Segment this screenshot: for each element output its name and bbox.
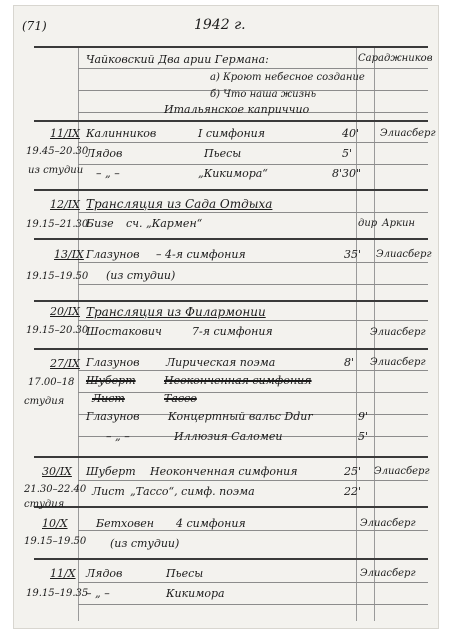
entry-composer: Шуберт <box>86 465 136 478</box>
entry-time: 21.30–22.40 <box>24 484 87 495</box>
entry-work: „Тассо“, симф. поэма <box>130 485 255 498</box>
entry-conductor: Элиасберг <box>374 466 430 477</box>
entry-date: 20/IX <box>50 305 80 318</box>
entry-composer: Бизе <box>86 217 114 230</box>
entry-duration: 35' <box>344 248 362 261</box>
section-rule <box>34 558 428 560</box>
struck-work: Неоконченная симфония <box>164 374 312 387</box>
entry-heading: Трансляция из Сада Отдыха <box>86 197 273 211</box>
entry-date: 27/IX <box>50 357 80 370</box>
intro-line: б) Что наша жизнь <box>210 89 317 100</box>
entry-composer: Глазунов <box>86 356 140 369</box>
entry-duration: 40' <box>342 127 360 140</box>
entry-duration: 22' <box>344 485 362 498</box>
entry-duration: 9' <box>358 410 369 423</box>
entry-time: 19.15–20.30 <box>26 325 89 336</box>
entry-date: 12/IX <box>50 198 80 211</box>
entry-conductor: Элиасберг <box>380 128 436 139</box>
entry-work: I симфония <box>198 127 266 140</box>
entry-conductor: Элиасберг <box>360 568 416 579</box>
entry-conductor: Элиасберг <box>376 249 432 260</box>
entry-work: Пьесы <box>166 567 204 580</box>
struck-composer: Лист <box>92 392 125 405</box>
entry-work: Неоконченная симфония <box>150 465 298 478</box>
entry-work: Концертный вальс Ddur <box>168 410 313 423</box>
entry-work: 4 симфония <box>176 517 246 530</box>
ledger-page <box>14 6 438 628</box>
header-rule <box>34 46 428 48</box>
entry-work: Кикимора <box>166 587 225 600</box>
entry-note: (из студии) <box>110 537 180 550</box>
entry-time: 19.15–19.35 <box>26 588 89 599</box>
section-rule <box>34 189 428 191</box>
entry-work: Пьесы <box>204 147 242 160</box>
entry-conductor: Элиасберг <box>370 327 426 338</box>
ruled-line <box>78 370 428 371</box>
page-number: (71) <box>22 19 47 33</box>
section-rule <box>34 238 428 240</box>
entry-conductor: Элиасберг <box>360 518 416 529</box>
ruled-line <box>78 320 428 321</box>
entry-place: из студии <box>28 165 84 176</box>
entry-duration: 8' <box>344 356 355 369</box>
section-rule <box>34 456 428 458</box>
ruled-line <box>78 530 428 531</box>
entry-duration: 5' <box>358 430 369 443</box>
entry-composer: Глазунов <box>86 248 140 261</box>
entry-composer: – „ – <box>86 587 110 600</box>
entry-time: 19.45–20.30 <box>26 146 89 157</box>
entry-composer: Бетховен <box>96 517 155 530</box>
entry-time: 19.15–19.50 <box>26 271 89 282</box>
ruled-line <box>78 480 428 481</box>
entry-place: студия <box>24 499 65 510</box>
section-rule <box>34 506 428 508</box>
entry-duration: 5' <box>342 147 353 160</box>
entry-date: 13/IX <box>54 248 84 261</box>
entry-date: 11/IX <box>50 127 80 140</box>
struck-composer: Шуберт <box>86 374 136 387</box>
entry-date: 10/X <box>42 517 68 530</box>
entry-composer: Лядов <box>86 567 123 580</box>
entry-work: „Кикимора“ <box>198 167 268 180</box>
ruled-line <box>78 284 428 285</box>
entry-time: 17.00–18 <box>28 377 75 388</box>
entry-conductor: Элиасберг <box>370 357 426 368</box>
ruled-line <box>78 262 428 263</box>
entry-conductor: Аркин <box>382 218 415 229</box>
entry-work: сч. „Кармен“ <box>126 217 203 230</box>
entry-composer: – „ – <box>96 167 120 180</box>
entry-heading: Трансляция из Филармонии <box>86 305 266 319</box>
entry-work: – 4-я симфония <box>156 248 246 261</box>
entry-duration: 25' <box>344 465 362 478</box>
entry-work: Лирическая поэма <box>166 356 276 369</box>
entry-time: 19.15–21.30 <box>26 219 89 230</box>
intro-line: Итальянское каприччио <box>164 103 310 116</box>
ruled-line <box>78 164 428 165</box>
entry-date: 30/IX <box>42 465 72 478</box>
intro-line: Чайковский Два арии Германа: <box>86 53 269 66</box>
ruled-line <box>78 142 428 143</box>
entry-time: 19.15–19.50 <box>24 536 87 547</box>
entry-composer: Шостакович <box>86 325 162 338</box>
entry-place: студия <box>24 396 65 407</box>
entry-work: Иллюзия Саломеи <box>174 430 283 443</box>
intro-line: а) Кроют небесное создание <box>210 72 365 83</box>
entry-date: 11/X <box>50 567 76 580</box>
entry-composer: – „ – <box>106 430 130 443</box>
entry-composer: Лист <box>92 485 125 498</box>
ruled-line <box>78 392 428 393</box>
section-rule <box>34 300 428 302</box>
intro-performer: Сараджников <box>358 53 433 64</box>
section-rule <box>34 120 428 122</box>
year-heading: 1942 г. <box>194 17 246 33</box>
struck-work: Тассо <box>164 392 197 405</box>
entry-duration: дир <box>358 218 378 229</box>
entry-composer: Лядов <box>86 147 123 160</box>
ruled-line <box>78 68 428 69</box>
entry-duration: 8'30" <box>332 167 362 180</box>
section-rule <box>34 348 428 350</box>
entry-composer: Калинников <box>86 127 157 140</box>
entry-composer: Глазунов <box>86 410 140 423</box>
ruled-line <box>78 604 428 605</box>
entry-work: 7-я симфония <box>192 325 273 338</box>
ruled-line <box>78 582 428 583</box>
entry-note: (из студии) <box>106 269 176 282</box>
ruled-line <box>78 212 428 213</box>
